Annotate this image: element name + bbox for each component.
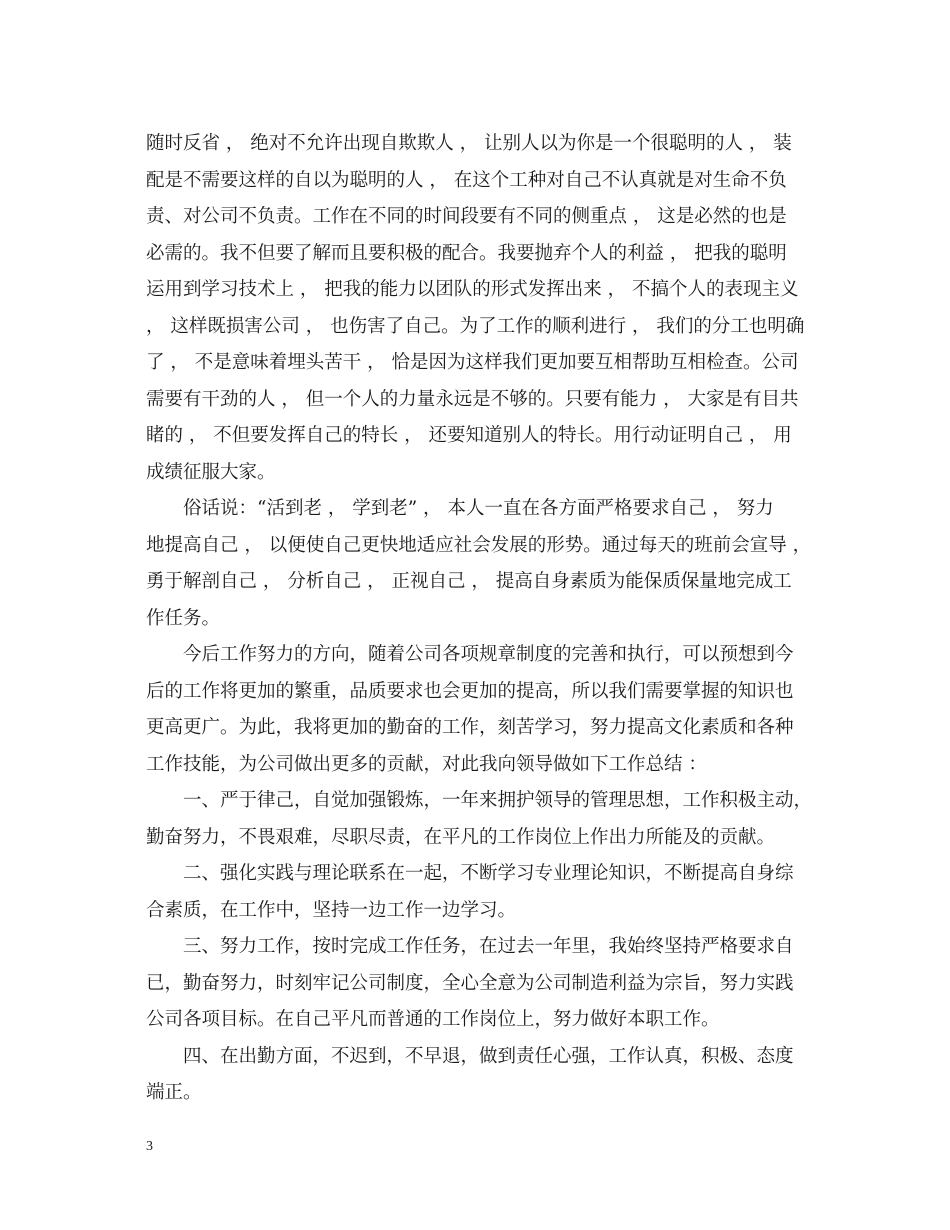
paragraph-first-line: 一、严于律己，自觉加强锻炼，一年来拥护领导的管理思想，工作积极主动， [183,790,813,811]
text-line: 了 ， 不是意味着埋头苦干 ， 恰是因为这样我们更加要互相帮助互相检查。公司 [146,352,799,373]
text-line: ， 这样既损害公司 ， 也伤害了自己。为了工作的顺利进行 ， 我们的分工也明确 [146,315,805,337]
text-line: 更高更广。为此，我将更加的勤奋的工作，刻苦学习，努力提高文化素质和各种 [146,717,794,738]
text-line: 勇于解剖自己 ， 分析自己 ， 正视自己 ， 提高自身素质为能保质保量地完成工 [146,571,792,592]
page-number: 3 [146,1139,153,1154]
paragraph-first-line: 二、强化实践与理论联系在一起，不断学习专业理论知识，不断提高自身综 [183,863,794,884]
text-line: 睹的 ， 不但要发挥自己的特长 ， 还要知道别人的特长。用行动证明自己 ， 用 [146,425,792,446]
text-line: 端正。 [146,1082,202,1103]
text-line: 已，勤奋努力，时刻牢记公司制度，全心全意为公司制造利益为宗旨，努力实践 [146,972,794,994]
text-line: 勤奋努力，不畏艰难，尽职尽责，在平凡的工作岗位上作出力所能及的贡献。 [146,826,776,848]
text-line: 必需的。我不但要了解而且要积极的配合。我要抛弃个人的利益 ， 把我的聪明 [146,242,787,264]
text-line: 工作技能，为公司做出更多的贡献，对此我向领导做如下工作总结 ： [146,753,707,775]
text-line: 地提高自己 ， 以便使自己更快地适应社会发展的形势。通过每天的班前会宣导 ， [146,534,812,556]
document-body [146,126,813,1112]
text-line: 需要有干劲的人 ， 但一个人的力量永远是不够的。只要有能力 ， 大家是有目共 [146,388,799,410]
text-line: 作任务。 [146,607,221,629]
paragraph-first-line: 四、在出勤方面，不迟到，不早退，做到责任心强，工作认真，积极、态度 [183,1045,794,1067]
text-line: 运用到学习技术上 ， 把我的能力以团队的形式发挥出来 ， 不搞个人的表现主义 [146,279,799,300]
text-line: 公司各项目标。在自己平凡而普通的工作岗位上，努力做好本职工作。 [146,1009,720,1030]
text-line: 成绩征服大家。 [146,461,276,483]
text-line: 合素质，在工作中，坚持一边工作一边学习。 [146,899,517,921]
paragraph-first-line: 今后工作努力的方向，随着公司各项规章制度的完善和执行，可以预想到今 [183,644,794,665]
text-line: 后的工作将更加的繁重，品质要求也会更加的提高，所以我们需要掌握的知识也 [146,680,794,702]
paragraph-first-line: 俗话说：“活到老 ， 学到老” ， 本人一直在各方面严格要求自己 ， 努力 [183,498,774,519]
text-line: 配是不需要这样的自以为聪明的人 ， 在这个工种对自己不认真就是对生命不负 [146,169,787,191]
text-line: 随时反省 ， 绝对不允许出现自欺欺人 ， 让别人以为你是一个很聪明的人 ， 装 [146,133,792,154]
paragraph-first-line: 三、努力工作，按时完成工作任务，在过去一年里，我始终坚持严格要求自 [183,936,794,957]
text-line: 责、对公司不负责。工作在不同的时间段要有不同的侧重点 ， 这是必然的也是 [146,206,787,227]
